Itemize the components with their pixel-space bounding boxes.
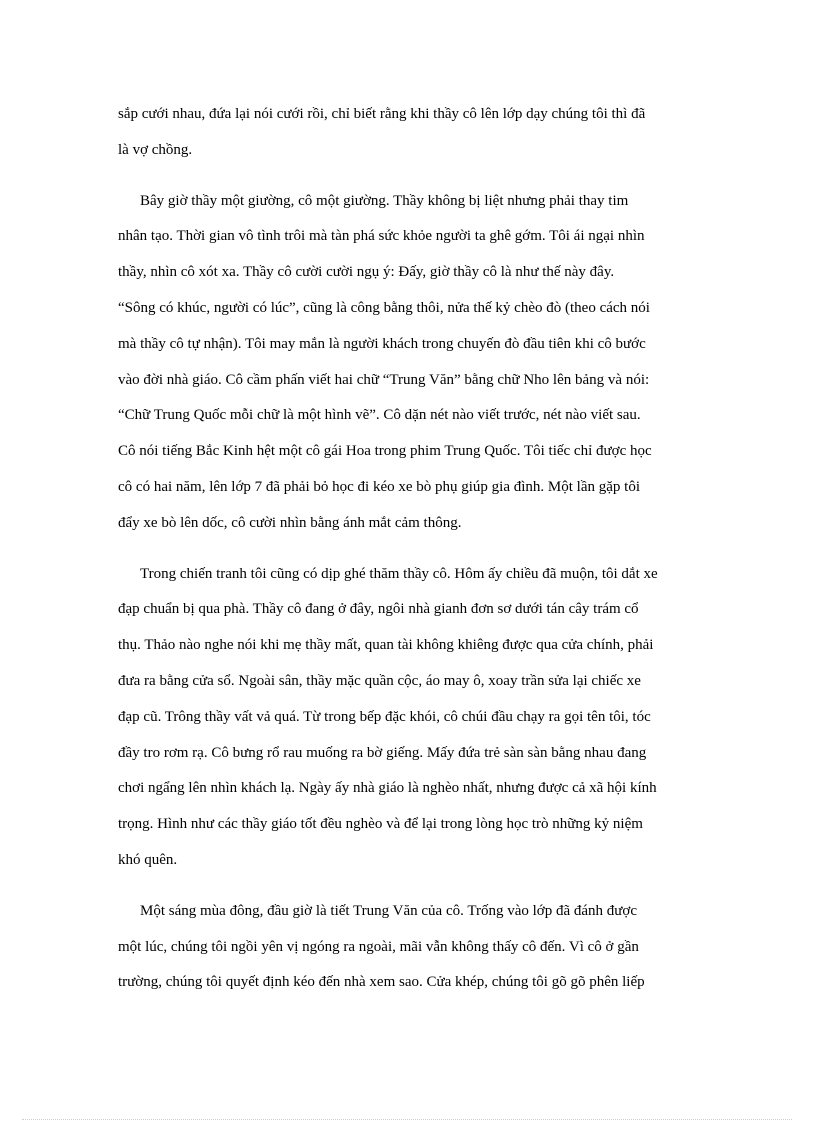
text-line: khó quên.	[118, 851, 178, 868]
text-line: mà thầy cô tự nhận). Tôi may mắn là người khách trong chuyến đò đầu tiên khi cô bước	[118, 335, 646, 352]
text-line: chơi ngẩng lên nhìn khách lạ. Ngày ấy nhà giáo là nghèo nhất, nhưng được cả xã hội kính	[118, 780, 657, 797]
text-line: “Sông có khúc, người có lúc”, cũng là công bằng thôi, nửa thế kỷ chèo đò (theo cách nói	[118, 299, 650, 316]
text-line: đẩy xe bò lên dốc, cô cười nhìn bằng ánh mắt cảm thông.	[118, 514, 462, 531]
text-line: thụ. Thảo nào nghe nói khi mẹ thầy mất, quan tài không khiêng được qua cửa chính, phải	[118, 637, 654, 654]
text-line: đưa ra bằng cửa sổ. Ngoài sân, thầy mặc quần cộc, áo may ô, xoay trần sửa lại chiếc xe	[118, 672, 641, 689]
text-line: Bây giờ thầy một giường, cô một giường. Thầy không bị liệt nhưng phải thay tim	[140, 192, 629, 209]
page-bottom-rule	[22, 1119, 792, 1120]
text-line: nhân tạo. Thời gian vô tình trôi mà tàn phá sức khỏe người ta ghê gớm. Tôi ái ngại nhìn	[118, 228, 645, 245]
body-text	[118, 104, 696, 1008]
text-line: thầy, nhìn cô xót xa. Thầy cô cười cười ngụ ý: Đấy, giờ thầy cô là như thế này đây.	[118, 264, 615, 281]
text-line: Cô nói tiếng Bắc Kinh hệt một cô gái Hoa trong phim Trung Quốc. Tôi tiếc chỉ được học	[118, 443, 652, 460]
text-line: cô có hai năm, lên lớp 7 đã phải bỏ học đi kéo xe bò phụ giúp gia đình. Một lần gặp tôi	[118, 478, 640, 495]
text-line: đạp cũ. Trông thầy vất vả quá. Từ trong bếp đặc khói, cô chúi đầu chạy ra gọi tên tôi, tóc	[118, 708, 651, 725]
text-line: Trong chiến tranh tôi cũng có dịp ghé thăm thầy cô. Hôm ấy chiều đã muộn, tôi dắt xe	[140, 565, 658, 582]
text-line: trọng. Hình như các thầy giáo tốt đều nghèo và để lại trong lòng học trò những kỷ niệm	[118, 816, 643, 833]
text-line: một lúc, chúng tôi ngồi yên vị ngóng ra ngoài, mãi vẫn không thấy cô đến. Vì cô ở gần	[118, 938, 639, 955]
text-line: đạp chuẩn bị qua phà. Thầy cô đang ở đây, ngôi nhà gianh đơn sơ dưới tán cây trám cổ	[118, 601, 639, 618]
text-line: trường, chúng tôi quyết định kéo đến nhà xem sao. Cửa khép, chúng tôi gõ gõ phên liếp	[118, 974, 645, 991]
text-line: là vợ chồng.	[118, 141, 193, 158]
text-line: sắp cưới nhau, đứa lại nói cưới rồi, chỉ biết rằng khi thầy cô lên lớp dạy chúng tôi thì đã	[118, 106, 646, 122]
text-line: vào đời nhà giáo. Cô cầm phấn viết hai chữ “Trung Văn” bằng chữ Nho lên bảng và nói:	[118, 371, 650, 388]
text-line: đầy tro rơm rạ. Cô bưng rổ rau muống ra bờ giếng. Mấy đứa trẻ sàn sàn bằng nhau đang	[118, 744, 647, 761]
text-line: “Chữ Trung Quốc mỗi chữ là một hình vẽ”. Cô dặn nét nào viết trước, nét nào viết sau.	[118, 407, 641, 424]
text-line: Một sáng mùa đông, đầu giờ là tiết Trung Văn của cô. Trống vào lớp đã đánh được	[140, 902, 638, 919]
